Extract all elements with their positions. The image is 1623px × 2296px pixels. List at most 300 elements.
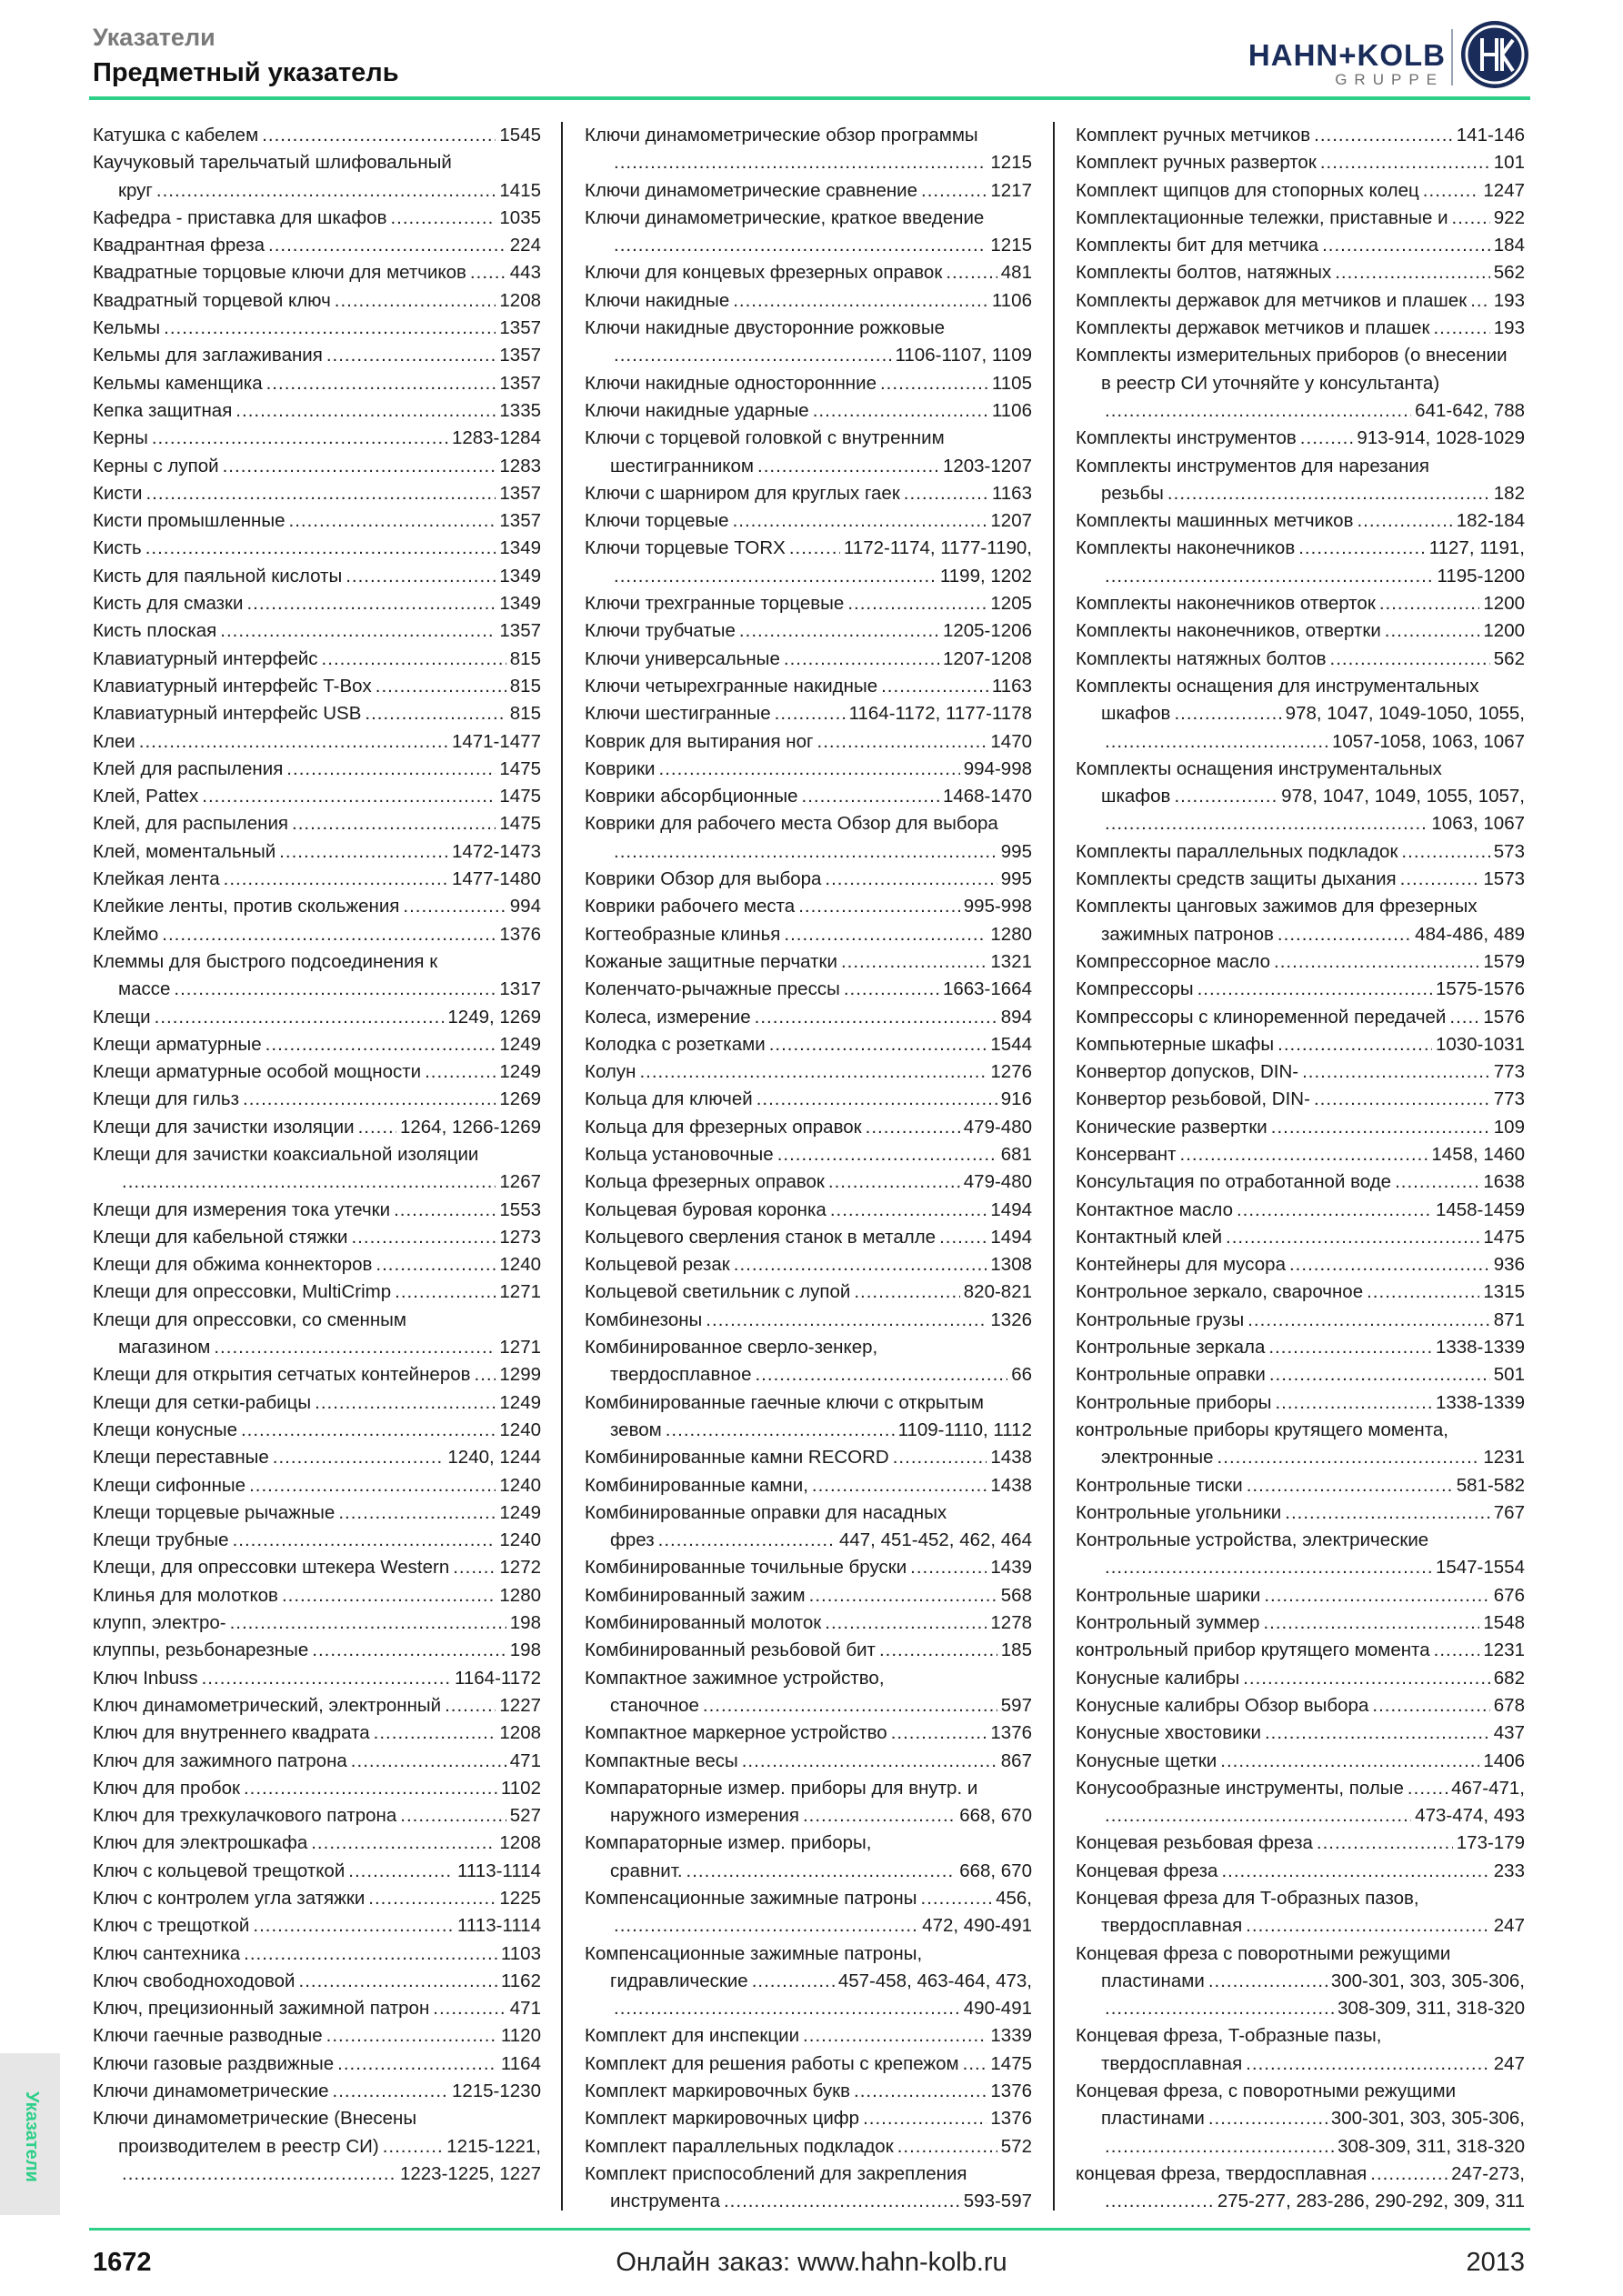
- index-term: Комплекты цанговых зажимов для фрезерных: [1076, 896, 1478, 917]
- dot-leader: [470, 259, 506, 286]
- page-reference: 936: [1493, 1254, 1525, 1276]
- index-term: клуппы, резьбонарезные: [93, 1639, 309, 1661]
- page-reference: 1376: [499, 923, 541, 945]
- index-entry: [585, 2022, 1032, 2050]
- index-entry: [585, 563, 1032, 590]
- index-entry: [93, 2133, 541, 2161]
- index-term: Колеса, измерение: [585, 1006, 751, 1028]
- index-term: Колодка с розетками: [585, 1033, 766, 1055]
- index-term: Комплекты наконечников, отвертки: [1076, 620, 1381, 642]
- dot-leader: [1268, 1334, 1432, 1361]
- index-entry: [585, 1444, 1032, 1471]
- index-entry: [93, 1224, 541, 1251]
- index-term: Комплекты измерительных приборов (о внесении: [1076, 345, 1508, 366]
- dot-leader: [1285, 1499, 1490, 1527]
- index-term: Кожаные защитные перчатки: [585, 950, 837, 972]
- page-reference: 484-486, 489: [1415, 923, 1525, 945]
- index-entry: [1076, 1802, 1525, 1830]
- page-reference: 1162: [500, 1970, 541, 1991]
- page-reference: 1240: [499, 1254, 541, 1276]
- index-entry: [93, 838, 541, 866]
- index-term: Консервант: [1076, 1143, 1177, 1165]
- dot-leader: [828, 1168, 960, 1196]
- dot-leader: [174, 976, 496, 1003]
- index-entry: [1076, 1389, 1525, 1417]
- page-reference: 1299: [499, 1364, 541, 1386]
- index-term: Клещи для открытия сетчатых контейнеров: [93, 1364, 471, 1386]
- index-term: Кельмы каменщика: [93, 372, 263, 394]
- index-term: Клещи для сетки-рабицы: [93, 1391, 312, 1413]
- dot-leader: [1105, 1802, 1411, 1830]
- index-term: твердосплавное: [610, 1364, 752, 1386]
- dot-leader: [1322, 232, 1490, 259]
- page-reference: 1240, 1244: [447, 1447, 541, 1469]
- dot-leader: [784, 646, 939, 673]
- page-reference: 767: [1493, 1501, 1525, 1523]
- page-reference: 1357: [499, 510, 541, 532]
- index-entry: [585, 1802, 1032, 1830]
- page-reference: 1164: [500, 2052, 541, 2074]
- index-term: Ключи динамометрические обзор программы: [585, 125, 978, 145]
- page-reference: 1272: [499, 1557, 541, 1579]
- page-reference: 193: [1493, 289, 1525, 311]
- index-entry: [1076, 1582, 1525, 1609]
- index-entry: [93, 700, 541, 727]
- index-entry: [585, 1141, 1032, 1168]
- index-entry: [1076, 2022, 1525, 2050]
- index-entry: [93, 1307, 541, 1334]
- dot-leader: [1408, 1775, 1448, 1802]
- index-entry: [93, 673, 541, 700]
- index-entry: [585, 315, 1032, 342]
- index-entry: [585, 1114, 1032, 1141]
- dot-leader: [164, 315, 496, 342]
- page-reference: 66: [1011, 1364, 1032, 1386]
- index-term: Конусные щетки: [1076, 1750, 1217, 1771]
- index-term: Комплекты оснащения для инструментальных: [1076, 675, 1479, 697]
- index-entry: [93, 1168, 541, 1196]
- index-entry: [93, 2105, 541, 2132]
- index-term: Компрессоры: [1076, 978, 1194, 1000]
- dot-leader: [1274, 948, 1479, 976]
- page-reference: 1164-1172: [455, 1667, 541, 1689]
- index-entry: [93, 1665, 541, 1692]
- index-entry: [93, 1444, 541, 1471]
- index-entry: [1076, 1775, 1525, 1802]
- index-entry: [585, 425, 1032, 452]
- dot-leader: [1379, 590, 1480, 617]
- index-entry: [1076, 783, 1525, 810]
- index-term: Ключ сантехника: [93, 1942, 241, 1964]
- index-entry: [585, 617, 1032, 645]
- index-term: Клещи сифонные: [93, 1474, 246, 1496]
- index-entry: [93, 1802, 541, 1830]
- index-entry: [1076, 1885, 1525, 1912]
- dot-leader: [1357, 507, 1452, 535]
- index-term: Ключи трехгранные торцевые: [585, 593, 845, 615]
- page-reference: 597: [1000, 1694, 1032, 1716]
- index-entry: [1076, 453, 1525, 480]
- dot-leader: [1105, 1554, 1432, 1581]
- dot-leader: [1401, 838, 1489, 866]
- dot-leader: [282, 1582, 496, 1609]
- page-reference: 233: [1493, 1860, 1525, 1881]
- index-entry: [93, 2161, 541, 2188]
- page-reference: 978, 1047, 1049-1050, 1055,: [1285, 703, 1525, 725]
- page-reference: 198: [509, 1612, 541, 1634]
- index-term: Комплекты державок для метчиков и плашек: [1076, 289, 1468, 311]
- dot-leader: [326, 342, 496, 369]
- dot-leader: [1400, 866, 1480, 893]
- index-entry: [585, 535, 1032, 562]
- page-reference: 1477-1480: [451, 868, 541, 890]
- page-reference: 1545: [499, 125, 541, 145]
- index-column-3: [1076, 122, 1525, 2216]
- dot-leader: [1277, 1031, 1432, 1058]
- index-entry: [93, 2050, 541, 2078]
- index-term: пластинами: [1101, 1970, 1205, 1991]
- page-reference: 682: [1493, 1667, 1525, 1689]
- index-term: Ключи универсальные: [585, 647, 780, 669]
- index-term: Комплект ручных разверток: [1076, 152, 1317, 174]
- dot-leader: [891, 1719, 987, 1747]
- index-entry: [1076, 1692, 1525, 1719]
- index-term: Комбинированные камни,: [585, 1474, 808, 1496]
- index-term: зажимных патронов: [1101, 923, 1274, 945]
- page-reference: 1195-1200: [1437, 565, 1525, 587]
- index-entry: [93, 893, 541, 920]
- index-term: Ключи четырехгранные накидные: [585, 675, 878, 697]
- index-term: Клещи арматурные: [93, 1033, 262, 1055]
- page-reference: 641-642, 788: [1415, 399, 1525, 421]
- page-reference: 1249, 1269: [447, 1006, 541, 1028]
- dot-leader: [1221, 1858, 1489, 1885]
- index-term: Комбинированные камни RECORD: [585, 1447, 889, 1469]
- page-reference: 773: [1493, 1088, 1525, 1110]
- dot-leader: [122, 1168, 496, 1196]
- index-term: Клещи арматурные особой мощности: [93, 1061, 422, 1083]
- page-reference: 562: [1493, 647, 1525, 669]
- dot-leader: [337, 2050, 497, 2078]
- index-entry: [1076, 1004, 1525, 1031]
- index-entry: [1076, 342, 1525, 369]
- index-term: Коврики для рабочего места Обзор для выбора: [585, 813, 998, 835]
- index-entry: [585, 1224, 1032, 1251]
- dot-leader: [235, 397, 496, 425]
- index-term: Конусные калибры Обзор выбора: [1076, 1694, 1369, 1716]
- index-entry: [93, 756, 541, 783]
- page-reference: 1200: [1483, 620, 1525, 642]
- index-entry: [585, 893, 1032, 920]
- page-reference: 1127, 1191,: [1428, 537, 1525, 559]
- index-term: Конусные калибры: [1076, 1667, 1240, 1689]
- dot-leader: [348, 1858, 454, 1885]
- index-entry: [1076, 2188, 1525, 2215]
- index-entry: [585, 948, 1032, 976]
- page-reference: 1376: [990, 1722, 1032, 1744]
- dot-leader: [809, 1582, 997, 1609]
- index-entry: [1076, 1251, 1525, 1278]
- index-term: Комплекты наконечников: [1076, 537, 1296, 559]
- page-reference: 1057-1058, 1063, 1067: [1331, 730, 1525, 752]
- index-term: Кольцевого сверления станок в металле: [585, 1226, 937, 1248]
- index-term: наружного измерения: [610, 1805, 799, 1827]
- index-term: в реестр СИ уточняйте у консультанта): [1101, 372, 1440, 394]
- dot-leader: [249, 1472, 496, 1499]
- index-entry: [93, 535, 541, 562]
- dot-leader: [286, 756, 496, 783]
- index-entry: [1076, 2050, 1525, 2078]
- index-entry: [585, 1885, 1032, 1912]
- index-entry: [1076, 1114, 1525, 1141]
- page-reference: 1231: [1483, 1639, 1525, 1661]
- page-reference: 916: [1000, 1088, 1032, 1110]
- hk-emblem-icon: [1460, 20, 1529, 89]
- dot-leader: [1264, 1582, 1489, 1609]
- index-term: Комбинированный молоток: [585, 1612, 822, 1634]
- index-entry: [1076, 1444, 1525, 1471]
- page-reference: 1205: [990, 593, 1032, 615]
- index-entry: [1076, 893, 1525, 920]
- index-entry: [585, 287, 1032, 315]
- dot-leader: [262, 122, 496, 149]
- page-reference: 1494: [990, 1198, 1032, 1220]
- index-term: Компьютерные шкафы: [1076, 1033, 1275, 1055]
- dot-leader: [1237, 1197, 1432, 1224]
- index-term: Комплект параллельных подкладок: [585, 2135, 894, 2157]
- index-term: Концевая фреза, с поворотными режущими: [1076, 2080, 1457, 2102]
- index-term: концевая фреза, твердосплавная: [1076, 2162, 1368, 2184]
- index-entry: [1076, 590, 1525, 617]
- dot-leader: [910, 1554, 987, 1581]
- page-reference: 1249: [499, 1501, 541, 1523]
- index-term: Контрольный зуммер: [1076, 1612, 1260, 1634]
- dot-leader: [1300, 425, 1354, 452]
- page-reference: 1575-1576: [1435, 978, 1525, 1000]
- page-reference: 1458-1459: [1435, 1198, 1525, 1220]
- index-entry: [585, 866, 1032, 893]
- index-entry: [1076, 700, 1525, 727]
- page-reference: 1120: [500, 2025, 541, 2047]
- index-entry: [1076, 1334, 1525, 1361]
- dot-leader: [847, 590, 987, 617]
- index-entry: [93, 1197, 541, 1224]
- dot-leader: [897, 2133, 997, 2161]
- dot-leader: [351, 1748, 506, 1775]
- dot-leader: [233, 1527, 496, 1554]
- dot-leader: [1271, 1114, 1490, 1141]
- index-term: Ключ для внутреннего квадрата: [93, 1722, 370, 1744]
- dot-leader: [156, 177, 496, 205]
- index-term: Клещи торцевые рычажные: [93, 1501, 336, 1523]
- dot-leader: [798, 893, 960, 920]
- index-term: Клещи для гильз: [93, 1088, 240, 1110]
- index-entry: [585, 1031, 1032, 1058]
- dot-leader: [273, 1444, 445, 1471]
- page-reference: 681: [1000, 1143, 1032, 1165]
- index-term: Контрольные шарики: [1076, 1584, 1261, 1606]
- index-term: Конвертор резьбовой, DIN-: [1076, 1088, 1310, 1110]
- page-reference: 1308: [990, 1254, 1032, 1276]
- index-entry: [1076, 1912, 1525, 1940]
- page-reference: 573: [1493, 840, 1525, 862]
- page-reference: 471: [509, 1998, 541, 2020]
- dot-leader: [1452, 205, 1490, 232]
- index-entry: [93, 425, 541, 452]
- index-entry: [585, 2078, 1032, 2105]
- index-term: магазином: [118, 1337, 211, 1359]
- index-entry: [1076, 287, 1525, 315]
- dot-leader: [803, 2022, 987, 2050]
- index-entry: [93, 1995, 541, 2022]
- index-entry: [1076, 149, 1525, 176]
- index-entry: [1076, 617, 1525, 645]
- index-term: Контрольные приборы: [1076, 1391, 1272, 1413]
- page-reference: 994: [509, 896, 541, 917]
- index-term: Клей, моментальный: [93, 840, 276, 862]
- dot-leader: [299, 1968, 497, 1995]
- dot-leader: [739, 617, 939, 645]
- page-reference: 1105: [991, 372, 1032, 394]
- page-reference: 1109-1110, 1112: [897, 1419, 1032, 1440]
- index-entry: [93, 315, 541, 342]
- index-entry: [585, 1361, 1032, 1389]
- page-reference: 1663-1664: [942, 978, 1032, 1000]
- page-reference: 1475: [499, 813, 541, 835]
- index-entry: [93, 810, 541, 837]
- dot-leader: [338, 1499, 496, 1527]
- dot-leader: [122, 2161, 396, 2188]
- dot-leader: [817, 728, 987, 756]
- page-reference: 1240: [499, 1529, 541, 1551]
- index-term: Ключ для зажимного патрона: [93, 1750, 347, 1771]
- index-term: Комплектационные тележки, приставные и: [1076, 206, 1448, 228]
- header-section-label: Указатели: [93, 24, 215, 51]
- page-reference: 182: [1493, 482, 1525, 504]
- page-reference: 1317: [499, 978, 541, 1000]
- index-entry: [93, 1554, 541, 1581]
- index-term: Контрольные грузы: [1076, 1308, 1245, 1330]
- index-entry: [585, 1251, 1032, 1278]
- page-reference: 1472-1473: [451, 840, 541, 862]
- dot-leader: [639, 1058, 987, 1086]
- dot-leader: [230, 1609, 506, 1637]
- page-reference: 1215-1221,: [446, 2135, 541, 2157]
- dot-leader: [155, 1004, 445, 1031]
- dot-leader: [686, 1858, 957, 1885]
- dot-leader: [614, 563, 937, 590]
- index-term: Концевая фреза: [1076, 1860, 1218, 1881]
- index-term: Комбинированное сверло-зенкер,: [585, 1337, 878, 1359]
- dot-leader: [755, 1004, 997, 1031]
- index-term: Комбинированные точильные бруски: [585, 1557, 907, 1579]
- dot-leader: [733, 507, 987, 535]
- dot-leader: [244, 1775, 497, 1802]
- index-entry: [585, 1912, 1032, 1940]
- dot-leader: [921, 177, 987, 205]
- index-term: Комплект приспособлений для закрепления: [585, 2162, 967, 2184]
- index-entry: [585, 756, 1032, 783]
- index-entry: [1076, 1086, 1525, 1113]
- index-term: Ключи торцевые TORX: [585, 537, 786, 559]
- index-term: Ключи шестигранные: [585, 703, 771, 725]
- page-reference: 1335: [499, 399, 541, 421]
- dot-leader: [706, 1307, 987, 1334]
- index-term: Квадрантная фреза: [93, 235, 265, 256]
- index-entry: [585, 1307, 1032, 1334]
- dot-leader: [1246, 2050, 1490, 2078]
- index-term: Комбинированный зажим: [585, 1584, 806, 1606]
- index-entry: [1076, 1058, 1525, 1086]
- index-term: Концевая фреза для T-образных пазов,: [1076, 1888, 1419, 1909]
- page-reference: 568: [1000, 1584, 1032, 1606]
- index-entry: [585, 976, 1032, 1003]
- dot-leader: [374, 1719, 496, 1747]
- dot-leader: [963, 2050, 987, 2078]
- index-entry: [1076, 1748, 1525, 1775]
- index-entry: [1076, 1527, 1525, 1554]
- dot-leader: [1423, 177, 1480, 205]
- dot-leader: [841, 948, 987, 976]
- page-reference: 1438: [990, 1447, 1032, 1469]
- page-reference: 456,: [996, 1888, 1032, 1909]
- page-reference: 1215: [990, 152, 1032, 174]
- dot-leader: [703, 1692, 997, 1719]
- index-term: Ключ с трещоткой: [93, 1915, 250, 1937]
- page-reference: 1273: [499, 1226, 541, 1248]
- index-entry: [585, 370, 1032, 397]
- dot-leader: [162, 921, 496, 948]
- index-entry: [93, 646, 541, 673]
- page-reference: 678: [1493, 1694, 1525, 1716]
- index-entry: [585, 2105, 1032, 2132]
- page-reference: 773: [1493, 1061, 1525, 1083]
- index-entry: [93, 1719, 541, 1747]
- page-reference: 1163: [991, 482, 1032, 504]
- page-reference: 1376: [990, 2108, 1032, 2130]
- dot-leader: [315, 1389, 496, 1417]
- dot-leader: [376, 1251, 496, 1278]
- page-reference: 1249: [499, 1391, 541, 1413]
- index-entry: [93, 866, 541, 893]
- index-entry: [585, 1197, 1032, 1224]
- index-term: Клещи для опрессовки, MultiCrimp: [93, 1281, 392, 1303]
- index-entry: [1076, 1719, 1525, 1747]
- index-term: Комбинированный резьбовой бит: [585, 1639, 876, 1661]
- page-reference: 815: [509, 647, 541, 669]
- dot-leader: [659, 756, 960, 783]
- index-entry: [93, 563, 541, 590]
- index-entry: [585, 1554, 1032, 1581]
- index-term: фрез: [610, 1529, 655, 1551]
- index-term: Компактное маркерное устройство: [585, 1722, 887, 1744]
- index-entry: [1076, 1141, 1525, 1168]
- index-term: Контрольное зеркало, сварочное: [1076, 1281, 1364, 1303]
- index-entry: [585, 1830, 1032, 1857]
- index-term: Ключи торцевые: [585, 510, 729, 532]
- page-reference: 871: [1493, 1308, 1525, 1330]
- index-term: Кельмы: [93, 317, 161, 339]
- dot-leader: [425, 1058, 496, 1086]
- index-entry: [585, 590, 1032, 617]
- index-term: Коврики абсорбционные: [585, 786, 798, 807]
- index-entry: [93, 1472, 541, 1499]
- index-term: Комплекты державок метчиков и плашек: [1076, 317, 1430, 339]
- index-term: Ключи с шарниром для круглых гаек: [585, 482, 900, 504]
- dot-leader: [335, 287, 496, 315]
- page-reference: 467-471,: [1451, 1777, 1525, 1799]
- page-reference: 1494: [990, 1226, 1032, 1248]
